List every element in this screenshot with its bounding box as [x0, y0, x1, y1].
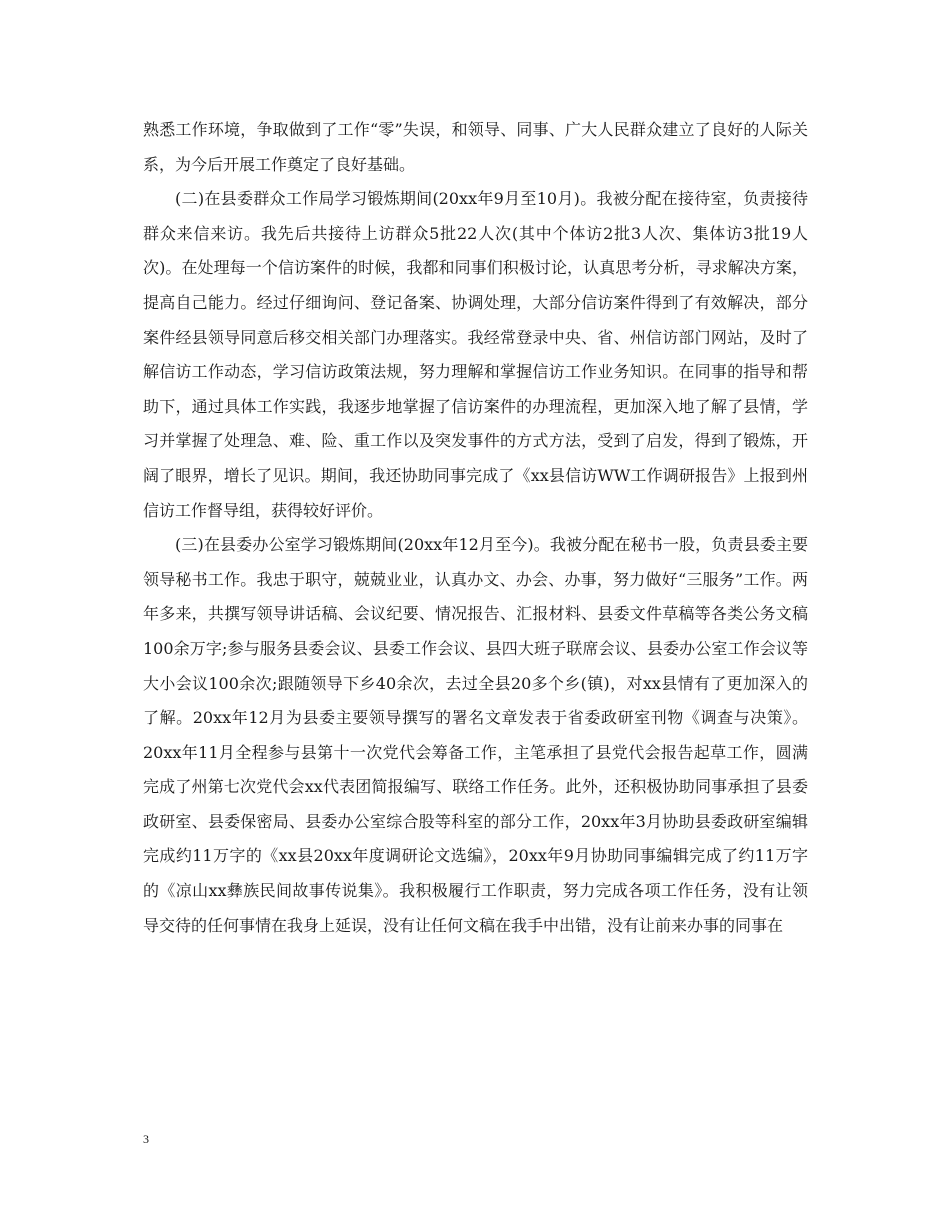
paragraph-continuation: 熟悉工作环境，争取做到了工作“零”失误，和领导、同事、广大人民群众建立了良好的人际关系，为今后开展工作奠定了良好基础。: [143, 120, 808, 174]
paragraph-section-three: (三)在县委办公室学习锻炼期间(20xx年12月至今)。我被分配在秘书一股，负责县委主要领导秘书工作。我忠于职守，兢兢业业，认真办文、办会、办事，努力做好“三服务”工作。两年多来，共撰写领导讲话稿、会议纪要、情况报告、汇报材料、县委文件草稿等各类公务文稿100余万字;参与服务县委会议、县委工作会议、县四大班子联席会议、县委办公室工作会议等大小会议100余次;跟随领导下乡40余次，去过全县20多个乡(镇)，对xx县情有了更加深入的了解。20xx年12月为县委主要领导撰写的署名文章发表于省委政研室刊物《调查与决策》。20xx年11月全程参与县第十一次党代会筹备工作，主笔承担了县党代会报告起草工作，圆满完成了州第七次党代会xx代表团简报编写、联络工作任务。此外，还积极协助同事承担了县委政研室、县委保密局、县委办公室综合股等科室的部分工作，20xx年3月协助县委政研室编辑完成约11万字的《xx县20xx年度调研论文选编》，20xx年9月协助同事编辑完成了约11万字的《凉山xx彝族民间故事传说集》。我积极履行工作职责，努力完成各项工作任务，没有让领导交待的任何事情在我身上延误，没有让任何文稿在我手中出错，没有让前来办事的同事在: [143, 535, 808, 935]
document-body: [143, 113, 808, 943]
page-number: 3: [143, 1132, 149, 1146]
paragraph-section-two: (二)在县委群众工作局学习锻炼期间(20xx年9月至10月)。我被分配在接待室，负责接待群众来信来访。我先后共接待上访群众5批22人次(其中个体访2批3人次、集体访3批19人次)。在处理每一个信访案件的时候，我都和同事们积极讨论，认真思考分析，寻求解决方案，提高自己能力。经过仔细询问、登记备案、协调处理，大部分信访案件得到了有效解决，部分案件经县领导同意后移交相关部门办理落实。我经常登录中央、省、州信访部门网站，及时了解信访工作动态，学习信访政策法规，努力理解和掌握信访工作业务知识。在同事的指导和帮助下，通过具体工作实践，我逐步地掌握了信访案件的办理流程，更加深入地了解了县情，学习并掌握了处理急、难、险、重工作以及突发事件的方式方法，受到了启发，得到了锻炼，开阔了眼界，增长了见识。期间，我还协助同事完成了《xx县信访WW工作调研报告》上报到州信访工作督导组，获得较好评价。: [143, 189, 808, 520]
